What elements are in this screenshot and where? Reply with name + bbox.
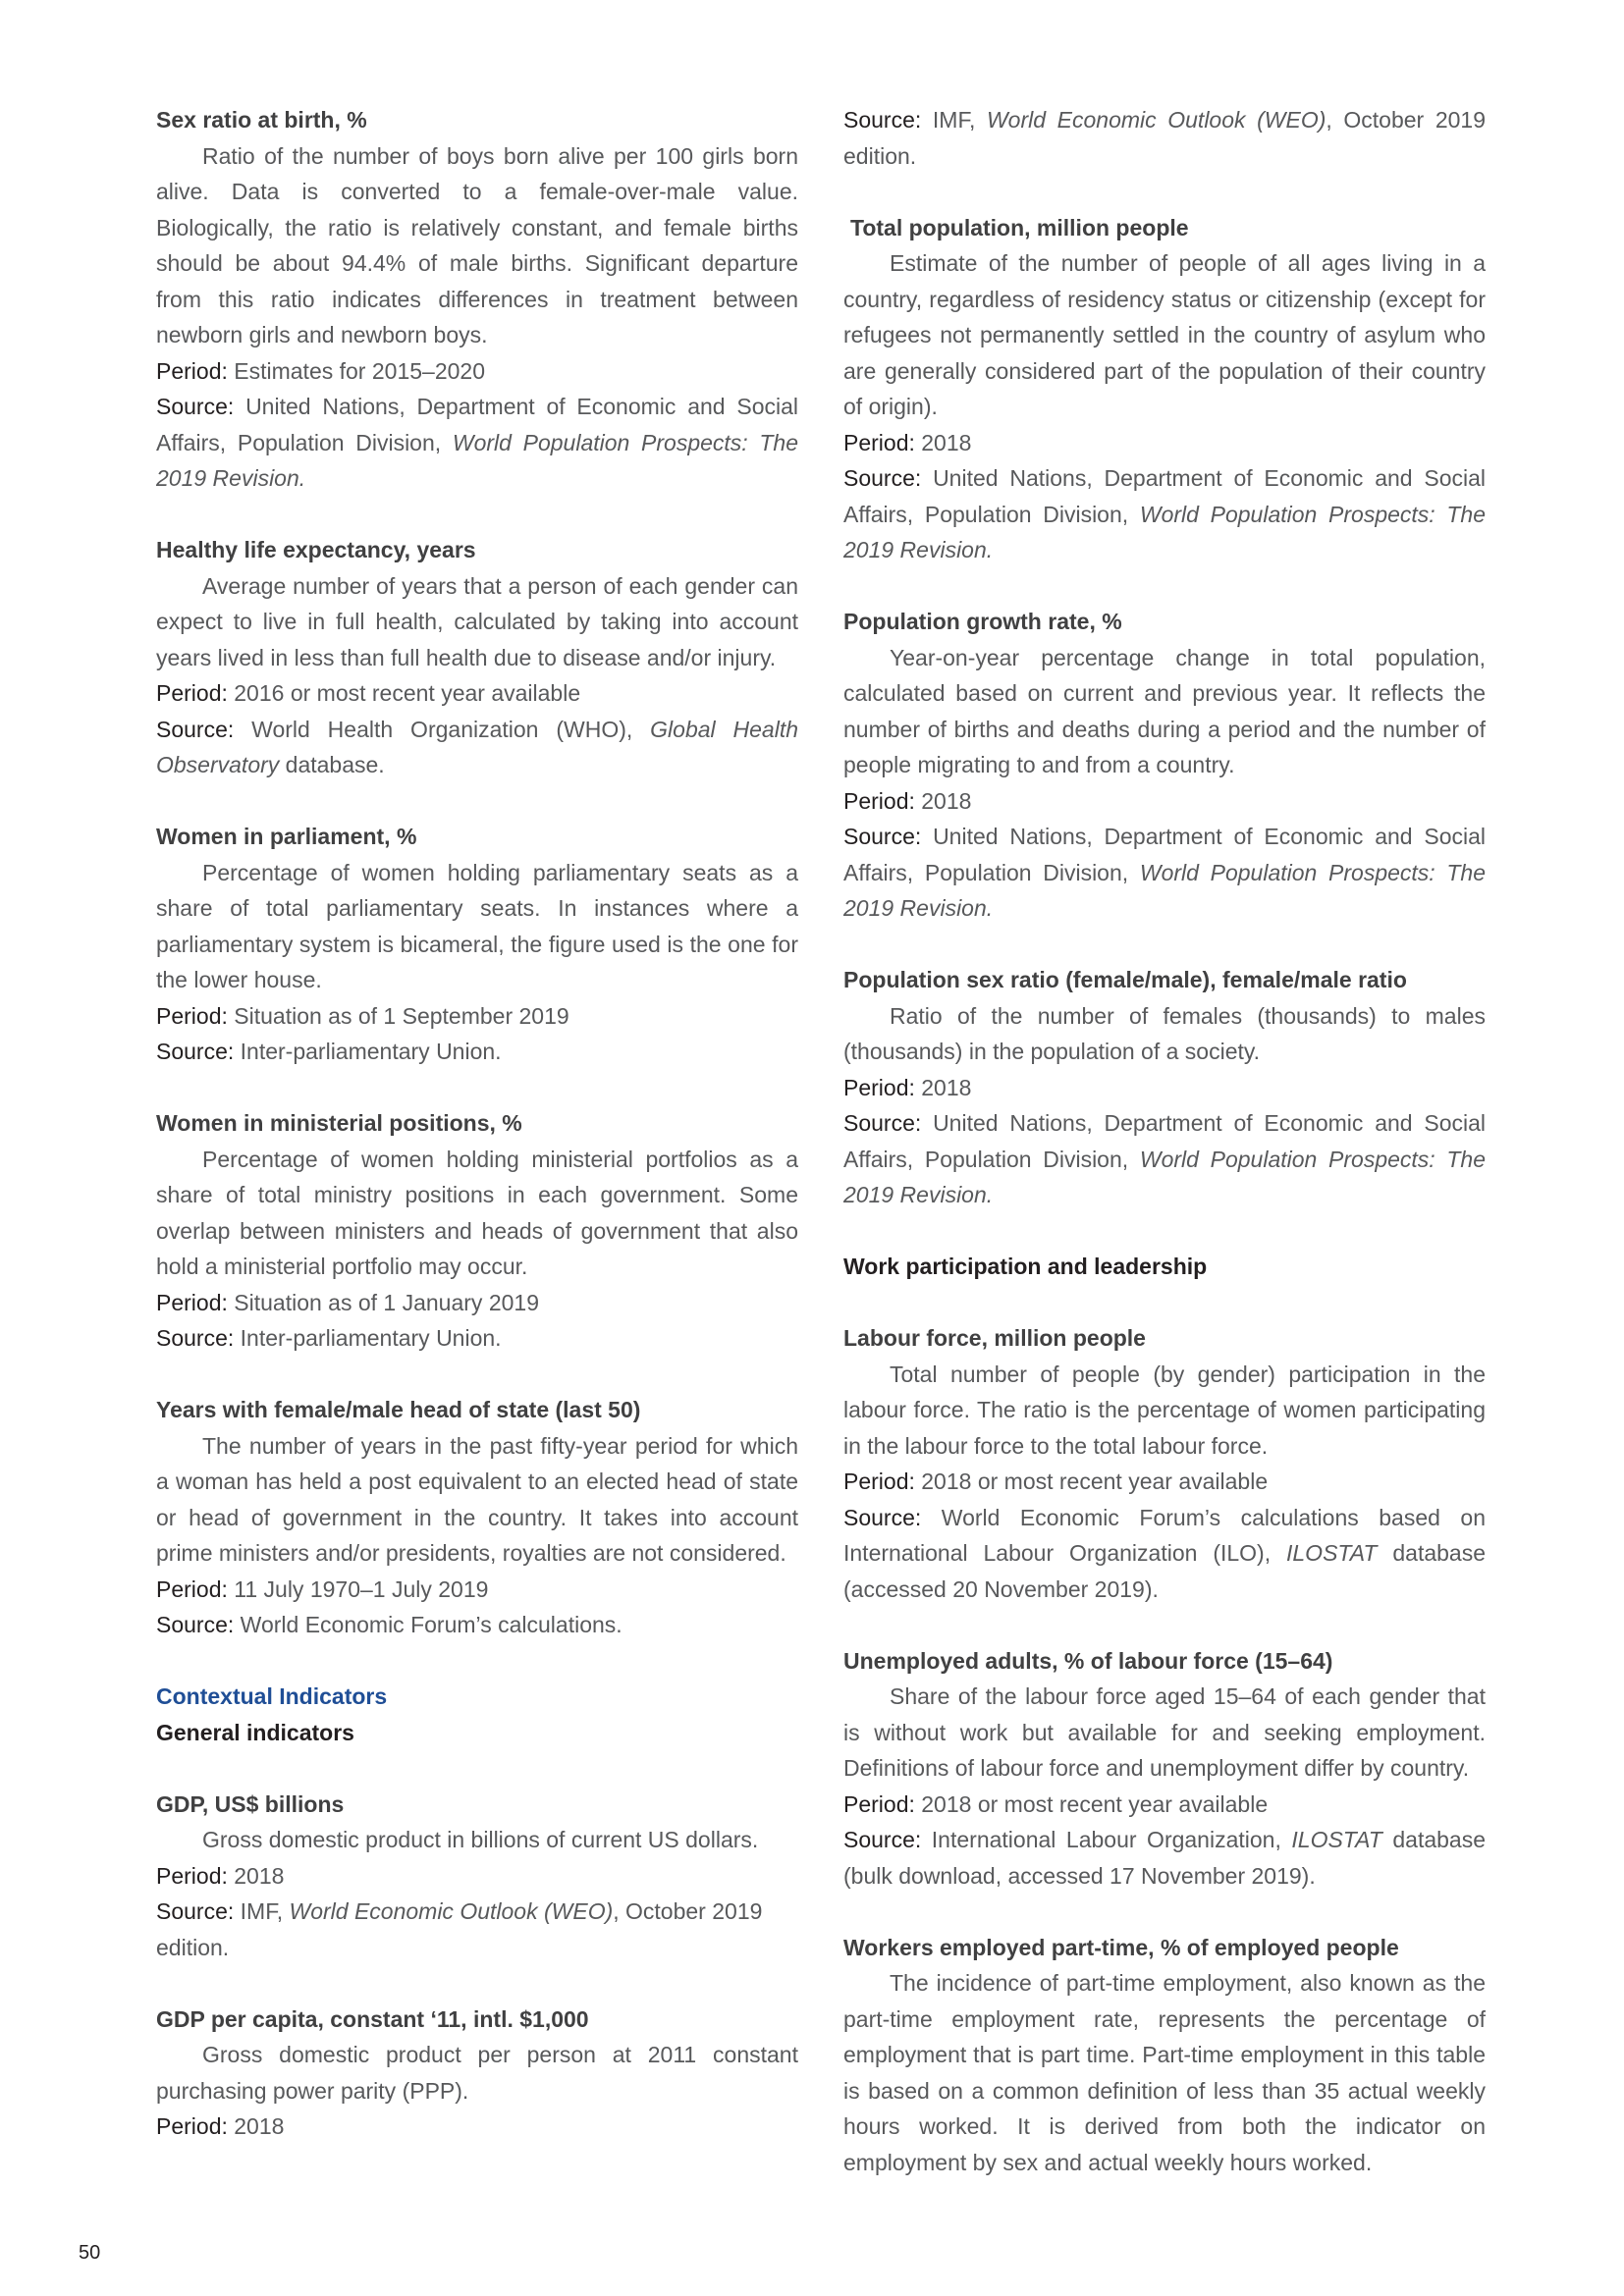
entry-source	[843, 1822, 1486, 1894]
source-label: Source:	[156, 1898, 235, 1924]
entry-source	[843, 1500, 1486, 1608]
source-label: Source:	[843, 465, 922, 491]
section-title-contextual-indicators: Contextual Indicators	[156, 1683, 388, 1709]
period-label: Period:	[156, 357, 228, 384]
entry-gdp-per-capita	[156, 2002, 798, 2145]
source-label: Source:	[843, 1504, 922, 1530]
period-value: 2018	[921, 787, 972, 814]
entry-period	[156, 1285, 798, 1321]
period-value: 2018	[234, 2113, 285, 2139]
entry-description: Ratio of the number of females (thousands) to males (thousands) in the population of a society.	[843, 1002, 1486, 1064]
source-publication: ILOSTAT	[1286, 1540, 1378, 1566]
source-label: Source:	[843, 1827, 922, 1852]
entry-unemployed-adults	[843, 1643, 1486, 1895]
entry-source	[843, 1105, 1486, 1213]
entry-period	[156, 353, 798, 390]
entry-gdp-per-capita-source	[843, 102, 1486, 174]
period-label: Period:	[156, 2113, 228, 2139]
source-label: Source:	[156, 1325, 235, 1351]
entry-heading: GDP per capita, constant ‘11, intl. $1,000	[156, 2005, 589, 2032]
entry-description: Total number of people (by gender) participation in the labour force. The ratio is the percentage of women participating in the labour force to the total labour force.	[843, 1361, 1486, 1459]
period-value: Situation as of 1 September 2019	[234, 1002, 569, 1029]
entry-period	[843, 425, 1486, 461]
entry-period	[843, 1070, 1486, 1106]
source-label: Source:	[843, 107, 922, 133]
entry-description: Percentage of women holding ministerial portfolios as a share of total ministry positions in each government. Some overlap between ministers and heads of government that also hold a ministerial portfolio may occur.	[156, 1146, 798, 1279]
source-text: United Nations, Department of Economic and Social Affairs, Population Division,	[843, 1110, 1486, 1172]
source-publication: Global Health Observatory	[156, 716, 799, 777]
entry-sex-ratio-at-birth	[156, 102, 798, 497]
period-label: Period:	[156, 1289, 228, 1315]
section-subtitle-general-indicators: General indicators	[156, 1719, 354, 1745]
period-label: Period:	[843, 1790, 915, 1817]
period-value: 2018 or most recent year available	[921, 1468, 1269, 1494]
entry-heading: Women in parliament, %	[156, 824, 417, 849]
period-label: Period:	[843, 429, 915, 455]
source-publication: ILOSTAT	[1291, 1827, 1382, 1852]
source-text: World Economic Forum’s calculations based on International Labour Organization (ILO),	[843, 1504, 1487, 1566]
source-label: Source:	[156, 1612, 235, 1637]
page-number: 50	[79, 2242, 101, 2264]
entry-period	[843, 783, 1486, 820]
entry-period	[843, 1464, 1486, 1500]
period-label: Period:	[843, 1074, 915, 1100]
entry-heading: Women in ministerial positions, %	[156, 1110, 522, 1136]
source-text: United Nations, Department of Economic and Social Affairs, Population Division,	[843, 824, 1486, 885]
source-after: database (accessed 20 November 2019).	[843, 1540, 1486, 1602]
source-text: United Nations, Department of Economic and Social Affairs, Population Division,	[843, 465, 1486, 527]
source-label: Source:	[843, 1110, 922, 1136]
source-publication: World Economic Outlook (WEO)	[289, 1898, 614, 1924]
entry-source	[156, 1607, 798, 1643]
source-label: Source:	[843, 824, 922, 849]
entry-source	[156, 712, 798, 783]
source-text: United Nations, Department of Economic and Social Affairs, Population Division,	[156, 394, 798, 455]
source-publication: World Population Prospects: The 2019 Revision.	[843, 1146, 1487, 1207]
period-label: Period:	[156, 680, 228, 706]
source-publication: World Economic Outlook (WEO)	[986, 107, 1326, 133]
entry-heading: Population growth rate, %	[843, 609, 1122, 634]
entry-women-in-parliament	[156, 819, 798, 1070]
right-column	[843, 102, 1486, 2216]
source-text: Inter-parliamentary Union.	[240, 1039, 502, 1064]
period-value: 2018	[921, 429, 972, 455]
source-text: IMF,	[932, 107, 976, 133]
entry-description: Gross domestic product per person at 2011 constant purchasing power parity (PPP).	[156, 2042, 798, 2104]
entry-heading: Years with female/male head of state (last 50)	[156, 1397, 641, 1422]
entry-women-in-ministerial-positions	[156, 1105, 798, 1357]
source-after: database.	[285, 752, 385, 777]
entry-source	[843, 460, 1486, 568]
entry-period	[156, 1572, 798, 1608]
entry-description: Gross domestic product in billions of current US dollars.	[202, 1827, 759, 1852]
source-after: , October 2019 edition.	[156, 1898, 763, 1960]
entry-source	[156, 1320, 798, 1357]
entry-source	[156, 389, 798, 497]
entry-description: The incidence of part-time employment, also known as the part-time employment rate, represents the percentage of employment that is part time. Part-time employment in this table is based on a common definition of less than 35 actual weekly hours worked. It is derived from both the indicator on employment by sex and actual weekly hours worked.	[843, 1970, 1486, 2175]
period-label: Period:	[156, 1575, 228, 1602]
entry-heading: Total population, million people	[850, 214, 1189, 240]
entry-population-sex-ratio	[843, 962, 1486, 1213]
entry-description: Year-on-year percentage change in total population, calculated based on current and previous year. It reflects the number of births and deaths during a period and the number of people migrating to and from a country.	[843, 644, 1486, 777]
source-publication: World Population Prospects: The 2019 Revision.	[843, 859, 1487, 921]
entry-heading: Workers employed part-time, % of employed people	[843, 1934, 1399, 1960]
period-label: Period:	[843, 1468, 915, 1494]
entry-description: Percentage of women holding parliamentary seats as a share of total parliamentary seats. In instances where a parliamentary system is bicameral, the figure used is the one for the lower house.	[156, 859, 798, 992]
period-value: Situation as of 1 January 2019	[234, 1289, 539, 1315]
source-label: Source:	[156, 1039, 235, 1064]
entry-heading: Population sex ratio (female/male), female/male ratio	[843, 967, 1407, 992]
entry-heading: Unemployed adults, % of labour force (15–64)	[843, 1647, 1333, 1674]
entry-gdp	[156, 1787, 798, 1966]
source-text: World Economic Forum’s calculations.	[240, 1612, 623, 1637]
entry-period	[156, 2109, 798, 2145]
source-label: Source:	[156, 716, 235, 742]
source-publication: World Population Prospects: The 2019 Revision.	[156, 429, 799, 491]
entry-source	[156, 1894, 798, 1965]
entry-head-of-state	[156, 1392, 798, 1643]
period-value: 2018	[234, 1862, 285, 1889]
entry-source	[156, 1034, 798, 1070]
entry-description: Ratio of the number of boys born alive per 100 girls born alive. Data is converted to a female-over-male value. Biologically, the ratio is relatively constant, and female births should be about 94.4% of male births. Significant departure from this ratio indicates differences in treatment between newborn girls and newborn boys.	[156, 142, 798, 347]
entry-description: The number of years in the past fifty-year period for which a woman has held a post equivalent to an elected head of state or head of government in the country. It takes into account prime ministers and/or presidents, royalties are not considered.	[156, 1432, 798, 1566]
source-after: , October 2019 edition.	[843, 107, 1486, 169]
entry-workers-part-time	[843, 1930, 1486, 2181]
left-column	[156, 102, 798, 2180]
period-label: Period:	[156, 1002, 228, 1029]
source-label: Source:	[156, 394, 235, 419]
entry-description: Share of the labour force aged 15–64 of each gender that is without work but available for and seeking employment. Definitions of labour force and unemployment differ by country.	[843, 1683, 1486, 1781]
source-after: database (bulk download, accessed 17 November 2019).	[843, 1827, 1487, 1889]
entry-description: Estimate of the number of people of all ages living in a country, regardless of residency status or citizenship (except for refugees not permanently settled in the country of asylum who are generally considered part of the population of their country of origin).	[843, 250, 1486, 419]
period-value: 11 July 1970–1 July 2019	[234, 1575, 489, 1602]
entry-heading: Labour force, million people	[843, 1325, 1146, 1351]
entry-total-population	[843, 210, 1486, 568]
period-label: Period:	[843, 787, 915, 814]
period-value: 2018	[921, 1074, 972, 1100]
entry-description: Average number of years that a person of each gender can expect to live in full health, calculated by taking into account years lived in less than full health due to disease and/or injury.	[156, 572, 798, 670]
entry-source	[843, 819, 1486, 927]
source-text: World Health Organization (WHO),	[251, 716, 633, 742]
entry-heading: Sex ratio at birth, %	[156, 107, 367, 133]
entry-healthy-life-expectancy	[156, 532, 798, 783]
source-text: International Labour Organization,	[931, 1827, 1281, 1852]
source-text: Inter-parliamentary Union.	[240, 1325, 502, 1351]
period-value: Estimates for 2015–2020	[234, 357, 485, 384]
period-value: 2018 or most recent year available	[921, 1790, 1269, 1817]
entry-period	[843, 1787, 1486, 1823]
source-publication: World Population Prospects: The 2019 Revision.	[843, 501, 1487, 562]
period-label: Period:	[156, 1862, 228, 1889]
entry-heading: GDP, US$ billions	[156, 1790, 345, 1817]
entry-period	[156, 1858, 798, 1895]
source-text: IMF,	[240, 1898, 284, 1924]
period-value: 2016 or most recent year available	[234, 680, 581, 706]
entry-source	[843, 102, 1486, 174]
entry-period	[156, 675, 798, 712]
entry-period	[156, 998, 798, 1035]
section-title-work-participation: Work participation and leadership	[843, 1254, 1208, 1279]
entry-population-growth-rate	[843, 604, 1486, 927]
entry-labour-force	[843, 1320, 1486, 1607]
entry-heading: Healthy life expectancy, years	[156, 537, 476, 562]
